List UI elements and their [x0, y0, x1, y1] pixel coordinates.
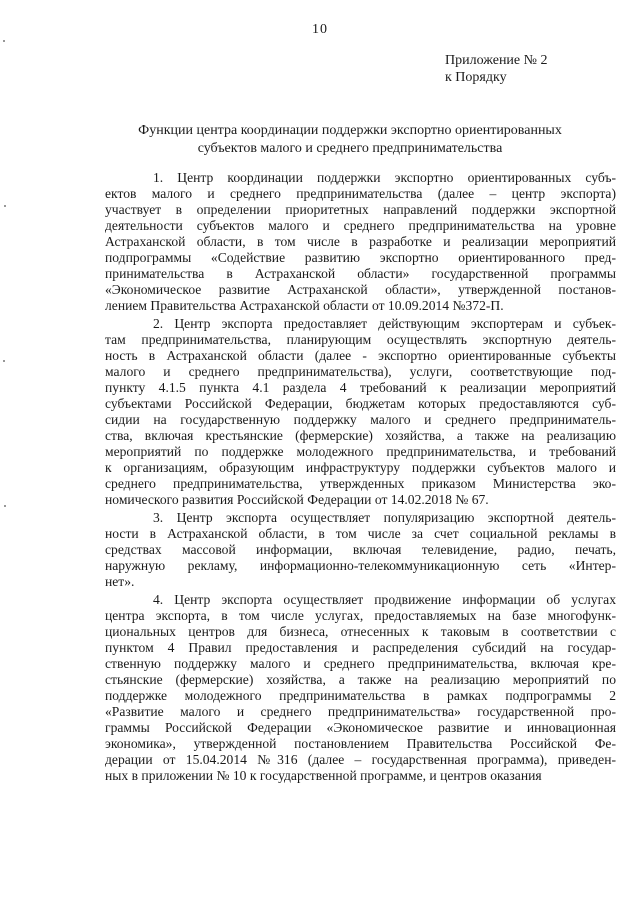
paragraph-line: нет». — [105, 574, 135, 589]
paragraph-line: поддержке молодежного предпринимательства в рамках подпрограммы 2 — [105, 688, 616, 703]
paragraph-line: 4. Центр экспорта осуществляет продвижение информации об услугах — [153, 592, 616, 607]
paragraph-line: пунктом 4 Правил предоставления и распределения субсидий на государ- — [105, 640, 616, 655]
paragraph-line: «Экономическое развитие Астраханской области», утвержденной постанов- — [105, 282, 616, 297]
scan-artifact — [4, 505, 6, 507]
appendix-line-1: Приложение № 2 — [445, 53, 548, 68]
title-line-1: Функции центра координации поддержки экспортно ориентированных — [138, 123, 562, 138]
paragraph-line: сидии на государственную поддержку малого и среднего предприниматель- — [105, 412, 616, 427]
paragraph-line: циональных центров для бизнеса, отнесенных к таковым в соответствии с — [105, 624, 616, 639]
paragraph-1 — [105, 170, 616, 314]
paragraph-line: 3. Центр экспорта осуществляет популяризацию экспортной деятель- — [153, 510, 616, 525]
paragraph-line: «Развитие малого и среднего предпринимательства» государственной про- — [105, 704, 616, 719]
scan-artifact — [3, 40, 5, 42]
paragraph-line: стьянские (фермерские) хозяйства, а также на реализацию мероприятий по — [105, 672, 616, 687]
paragraph-line: лением Правительства Астраханской области от 10.09.2014 №372-П. — [105, 298, 504, 313]
scan-artifact — [3, 360, 5, 362]
paragraph-line: ектов малого и среднего предпринимательства (далее – центр экспорта) — [105, 186, 616, 201]
paragraph-line: ства, включая крестьянские (фермерские) хозяйства, а также на реализацию — [105, 428, 616, 443]
paragraph-line: малого и среднего предпринимательства), услуги, соответствующие под- — [105, 364, 616, 379]
paragraph-line: подпрограммы «Содействие развитию экспортно ориентированного пред- — [105, 250, 616, 265]
paragraph-line: наружную рекламу, информационно-телекоммуникационную сеть «Интер- — [105, 558, 616, 573]
appendix-line-2: к Порядку — [445, 70, 507, 85]
page-number: 10 — [312, 22, 328, 37]
paragraph-4 — [105, 592, 616, 784]
paragraph-line: принимательства в Астраханской области» государственной программы — [105, 266, 616, 281]
title-line-2: субъектов малого и среднего предпринимательства — [197, 141, 503, 156]
paragraph-line: субъектами Российской Федерации, бюджетам которых предоставляются суб- — [105, 396, 616, 411]
paragraph-line: центра экспорта, в том числе услугах, предоставляемых на базе многофунк- — [105, 608, 616, 623]
paragraph-line: 1. Центр координации поддержки экспортно ориентированных субъ- — [153, 170, 616, 185]
paragraph-line: пункту 4.1.5 пункта 4.1 раздела 4 требований к реализации мероприятий — [105, 380, 616, 395]
paragraph-line: участвует в определении приоритетных направлений поддержки экспортной — [105, 202, 616, 217]
paragraph-line: ности в Астраханской области, в том числе за счет социальной рекламы в — [105, 526, 616, 541]
paragraph-line: граммы Российской Федерации «Экономическое развитие и инновационная — [105, 720, 616, 735]
paragraph-line: деятельности субъектов малого и среднего предпринимательства на уровне — [105, 218, 616, 233]
paragraph-line: ность в Астраханской области (далее - экспортно ориентированные субъекты — [105, 348, 616, 363]
paragraph-line: там предпринимательства, планирующим осуществлять экспортную деятель- — [105, 332, 616, 347]
paragraph-line: экономика», утвержденной постановлением Правительства Российской Фе- — [105, 736, 616, 751]
scan-artifact — [4, 205, 6, 207]
paragraph-line: мероприятий по поддержке молодежного предпринимательства, и требований — [105, 444, 616, 459]
paragraph-3 — [105, 510, 616, 590]
paragraph-line: ственную поддержку малого и среднего предпринимательства, включая кре- — [105, 656, 616, 671]
paragraph-line: номического развития Российской Федерации от 14.02.2018 № 67. — [105, 492, 489, 507]
paragraph-2 — [105, 316, 616, 508]
paragraph-line: дерации от 15.04.2014 №316 (далее – государственная программа), приведен- — [105, 752, 616, 767]
document-title — [60, 122, 640, 158]
appendix-reference — [445, 52, 548, 86]
paragraph-line: к организациям, образующим инфраструктуру поддержки субъектов малого и — [105, 460, 616, 475]
paragraph-line: ных в приложении № 10 к государственной программе, и центров оказания — [105, 768, 542, 783]
document-body — [105, 170, 616, 786]
paragraph-line: Астраханской области, в том числе в разработке и реализации мероприятий — [105, 234, 616, 249]
paragraph-line: средствах массовой информации, включая телевидение, радио, печать, — [105, 542, 616, 557]
paragraph-line: среднего предпринимательства, утвержденных приказом Министерства эко- — [105, 476, 616, 491]
paragraph-line: 2. Центр экспорта предоставляет действующим экспортерам и субъек- — [153, 316, 616, 331]
